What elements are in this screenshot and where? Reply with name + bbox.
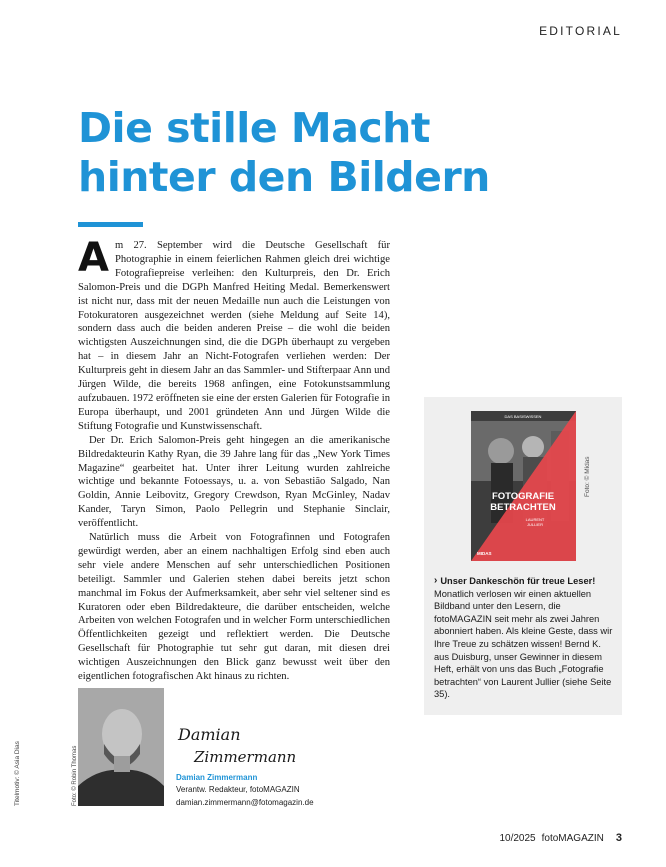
giveaway-text	[434, 575, 616, 701]
book-series-label: DAS BASISWISSEN	[504, 414, 542, 419]
author-email[interactable]: damian.zimmermann@fotomagazin.de	[176, 797, 314, 807]
article-paragraph-1	[78, 235, 390, 434]
cover-motif-credit: Titelmotiv: © Asia Dias	[14, 741, 21, 806]
headline-line-1: Die stille Macht	[78, 104, 430, 152]
page-number: 3	[615, 832, 622, 844]
portrait-illustration	[78, 688, 164, 806]
book-photo-credit: Foto: © Midas	[584, 456, 591, 497]
giveaway-body: Monatlich verlosen wir einen aktuellen Bildband unter den Lesern, die fotoMAGAZIN seit mehr als zwei Jahren abonniert haben. Als kleine Geste, dass wir Ihre Treue zu schätzen wissen! Bernd K. aus Duisburg, unser Gewinner in diesem Heft, erhält von uns das Buch „Fotografie betrachten“ von Laurent Jullier (siehe Seite 35).	[434, 588, 613, 700]
author-signature	[176, 718, 306, 773]
drop-cap: A	[78, 235, 109, 281]
article-paragraph-2: Der Dr. Erich Salomon-Preis geht hingegen an die amerikanische Bildredakteurin Kathy Ryan, die 39 Jahre lang für das „New York Times Magazine“ gearbeitet hat. Unter ihrer Leitung wurden zahlreiche wichtige und bekannte Fotoessays, u. a. von Sebastião Salgado, Nan Goldin, Annie Leibovitz, Gregory Crewdson, Ryan McGinley, Nadav Kander, Taryn Simon, Paolo Pellegrin und Stephanie Sinclair, veröffentlicht.	[78, 434, 390, 530]
book-title-line-1: FOTOGRAFIE	[491, 491, 555, 502]
book-author-line-2: JULLIER	[526, 522, 544, 527]
section-label: EDITORIAL	[539, 24, 622, 38]
chevron-right-icon: ›	[434, 575, 438, 586]
book-cover-image	[471, 411, 576, 561]
book-publisher-label: MIDAS	[477, 551, 492, 556]
article-body	[78, 235, 390, 712]
giveaway-heading	[434, 575, 616, 588]
author-portrait	[78, 688, 164, 806]
reader-giveaway-box	[424, 397, 622, 715]
article-paragraph-1-text: m 27. September wird die Deutsche Gesellschaft für Photographie in einem feierlichen Rahmen gleich drei wichtige Fotografiepreise verleihen: den Kulturpreis, den Dr. Erich Salomon-Preis und die DGPh Manfred Heiting Medal. Bemerkenswert ist nicht nur, dass mit der neuen Medaille nun auch die Leistungen von Fotokuratoren ausgezeichnet werden (siehe Meldung auf Seite 14), sondern dass auch die beiden anderen Preise – die wohl die beiden wichtigsten Auszeichnungen sind, die die DGPh überhaupt zu vergeben hat – in diesem Jahr an Nicht-Fotografen verliehen werden: Der Kulturpreis geht in diesem Jahr an das Sammler- und Stifterpaar Ann und Jürgen Wilde, die bereits 1968 anfingen, eine Fotokunstsammlung aufzubauen. 1972 eröffneten sie eine der ersten Galerien für Fotografie in Europa überhaupt, und 2001 gründeten Ann und Jürgen Wilde die Stiftung Fotografie und Kunstwissenschaft.	[78, 240, 390, 432]
author-info	[176, 772, 314, 809]
author-name: Damian Zimmermann	[176, 773, 258, 782]
article-paragraph-3: Natürlich muss die Arbeit von Fotografinnen und Fotografen gewürdigt werden, aber an einem nachhaltigen Erfolg sind eben auch sehr viele andere Menschen auf sehr unterschiedlichen Positionen beteiligt. Sammler und Galerien stehen dabei bereits jetzt schon manchmal im Fokus der Aufmerksamkeit, aber sehr viel seltener sind es Kuratoren oder eben Bildredakteure, die darüber entscheiden, welche Arbeiten von welchen Fotografen und in welcher Form unterschiedlichen Öffentlichkeiten gezeigt und reflektiert werden. Die Deutsche Gesellschaft für Photographie tut sehr gut daran, mit diesen drei wichtigen Auszeichnungen den Blick ganz bewusst weit über den eigentlichen fotografischen Akt hinaus zu richten.	[78, 532, 390, 683]
author-role: Verantw. Redakteur, fotoMAGAZIN	[176, 785, 300, 795]
portrait-photo-credit: Foto: © Robin Thomas	[72, 745, 78, 806]
magazine-name: fotoMAGAZIN	[541, 833, 604, 844]
book-title-line-2: BETRACHTEN	[490, 502, 556, 513]
book-cover-illustration	[471, 411, 576, 561]
headline-rule	[78, 222, 143, 227]
giveaway-heading-text: Unser Dankeschön für treue Leser!	[440, 576, 596, 586]
page-footer	[499, 832, 622, 844]
headline	[78, 104, 578, 202]
signature-line-2: Zimmermann	[194, 748, 297, 766]
headline-line-2: hinter den Bildern	[78, 153, 490, 201]
issue-number: 10/2025	[499, 833, 536, 844]
signature-graphic	[176, 718, 306, 768]
book-author-line-1: LAURENT	[525, 517, 545, 522]
signature-line-1: Damian	[178, 725, 241, 744]
